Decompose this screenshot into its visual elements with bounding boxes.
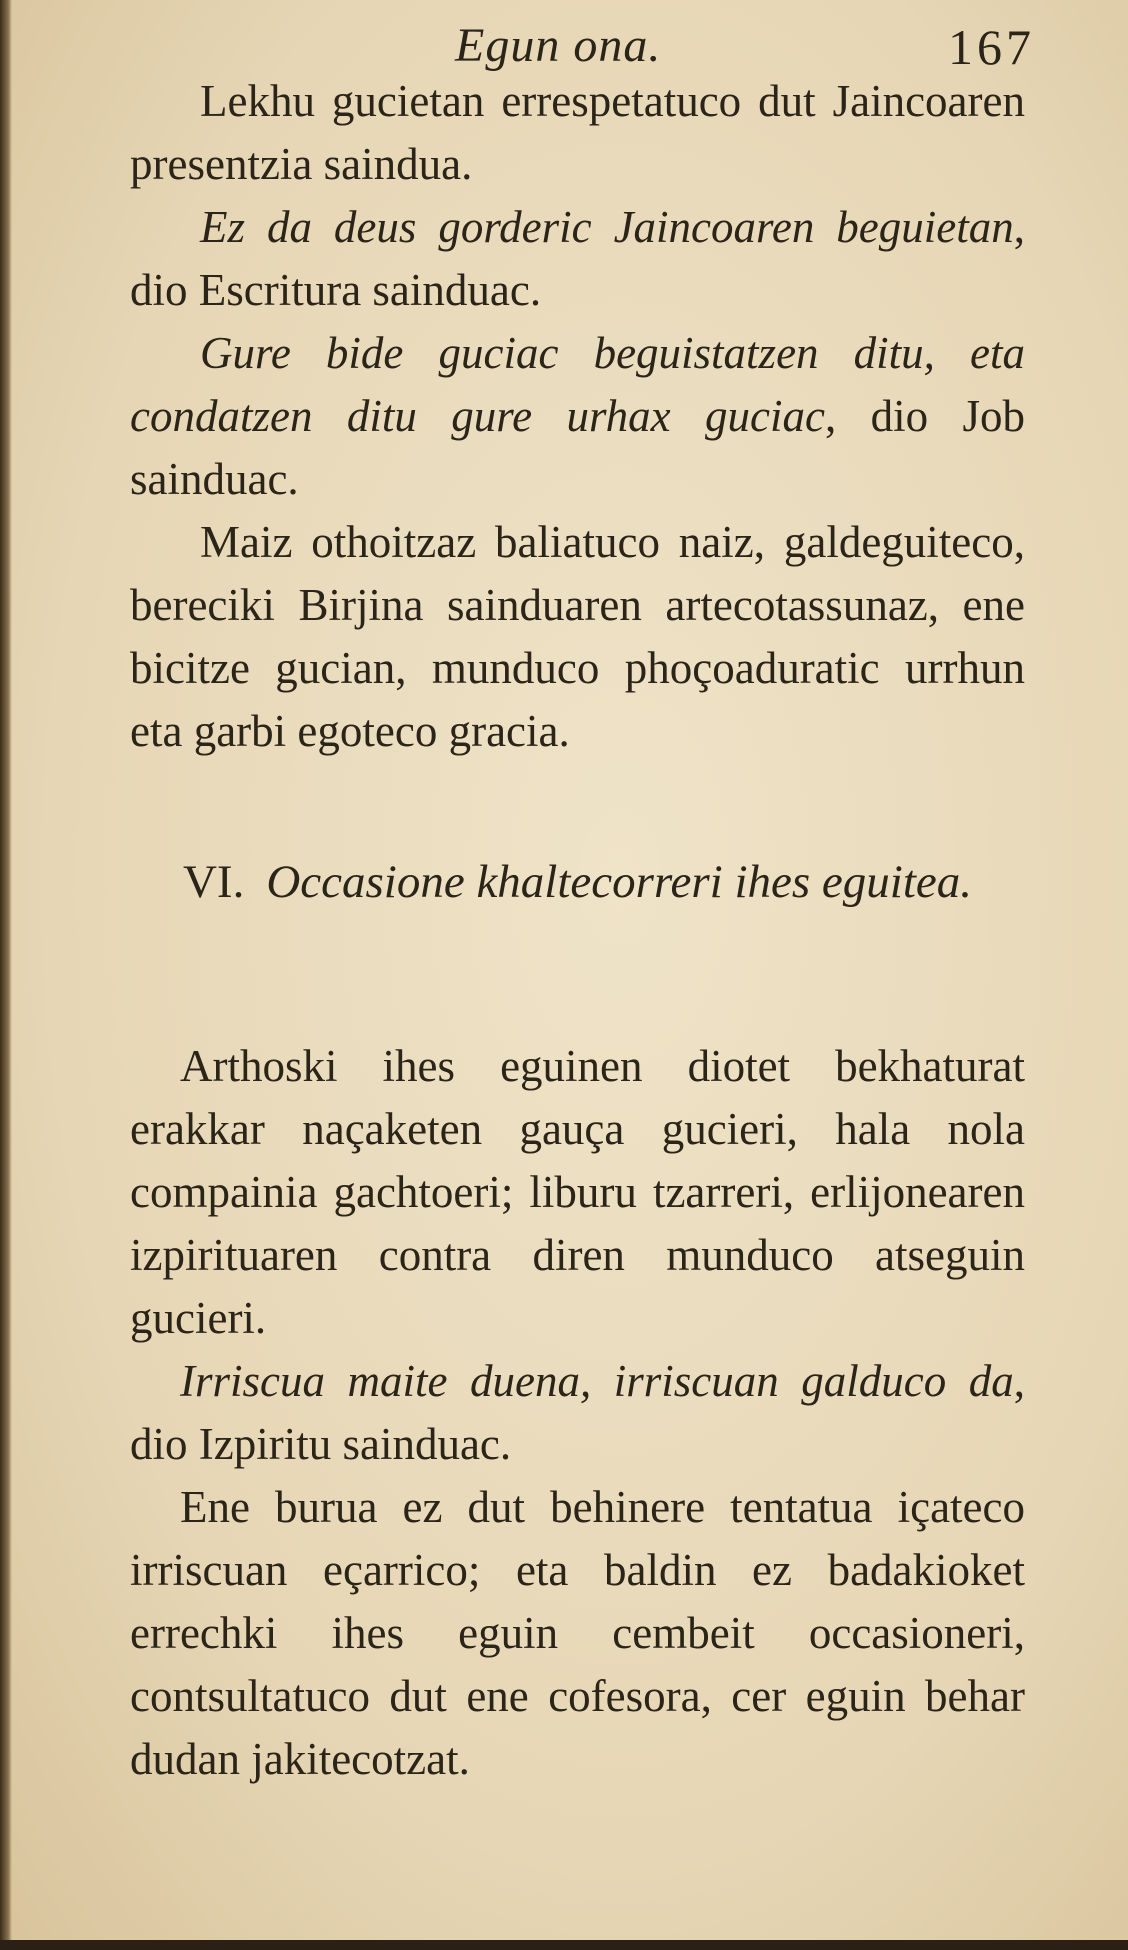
section-heading [130, 850, 1025, 915]
page-header [0, 14, 1128, 74]
job-attribution: , dio Job sainduac. [130, 391, 1026, 504]
scripture-attribution: , dio Escritura sainduac. [130, 202, 1025, 315]
spirit-quote-italic: Irriscua maite duena, irriscuan galduco da [180, 1356, 1014, 1406]
section-2-body [130, 1035, 1025, 1791]
paragraph-presence: Lekhu gucietan errespetatuco dut Jaincoaren presentzia saindua. [130, 76, 1025, 189]
spirit-attribution: , dio Izpiritu sainduac. [130, 1356, 1025, 1469]
section-number: VI. [182, 856, 245, 908]
page-number: 167 [948, 19, 1035, 75]
page-binding-edge [0, 0, 12, 1950]
page-bottom-edge [0, 1940, 1128, 1950]
section-title: Occasione khaltecorreri ihes eguitea. [266, 856, 972, 908]
scripture-quote-italic: Ez da deus gorderic Jaincoaren beguietan [200, 202, 1014, 252]
job-quote-italic: Gure bide guciac beguistatzen ditu, eta condatzen ditu gure urhax guciac [130, 328, 1025, 441]
paragraph-confessor: Ene burua ez dut behinere tentatua içateco irriscuan eçarrico; eta baldin ez badakioket errechki ihes eguin cembeit occasioneri, contsultatuco dut ene cofesora, cer eguin behar dudan jakitecotzat. [130, 1482, 1025, 1784]
paragraph-prayer: Maiz othoitzaz baliatuco naiz, galdeguiteco, bereciki Birjina sainduaren artecotassunaz, ene bicitze gucian, munduco phoçoaduratic urrhun eta garbi egoteco gracia. [130, 517, 1025, 756]
paragraph-job-quote [130, 322, 1025, 511]
paragraph-scripture-quote [130, 196, 1025, 322]
paragraph-spirit-quote [130, 1350, 1025, 1476]
running-title: Egun ona. [455, 19, 662, 72]
section-1-body [130, 70, 1025, 763]
paragraph-avoid-occasions: Arthoski ihes eguinen diotet bekhaturat erakkar naçaketen gauça gucieri, hala nola compainia gachtoeri; liburu tzarreri, erlijonearen izpirituaren contra diren munduco atseguin gucieri. [130, 1041, 1025, 1343]
